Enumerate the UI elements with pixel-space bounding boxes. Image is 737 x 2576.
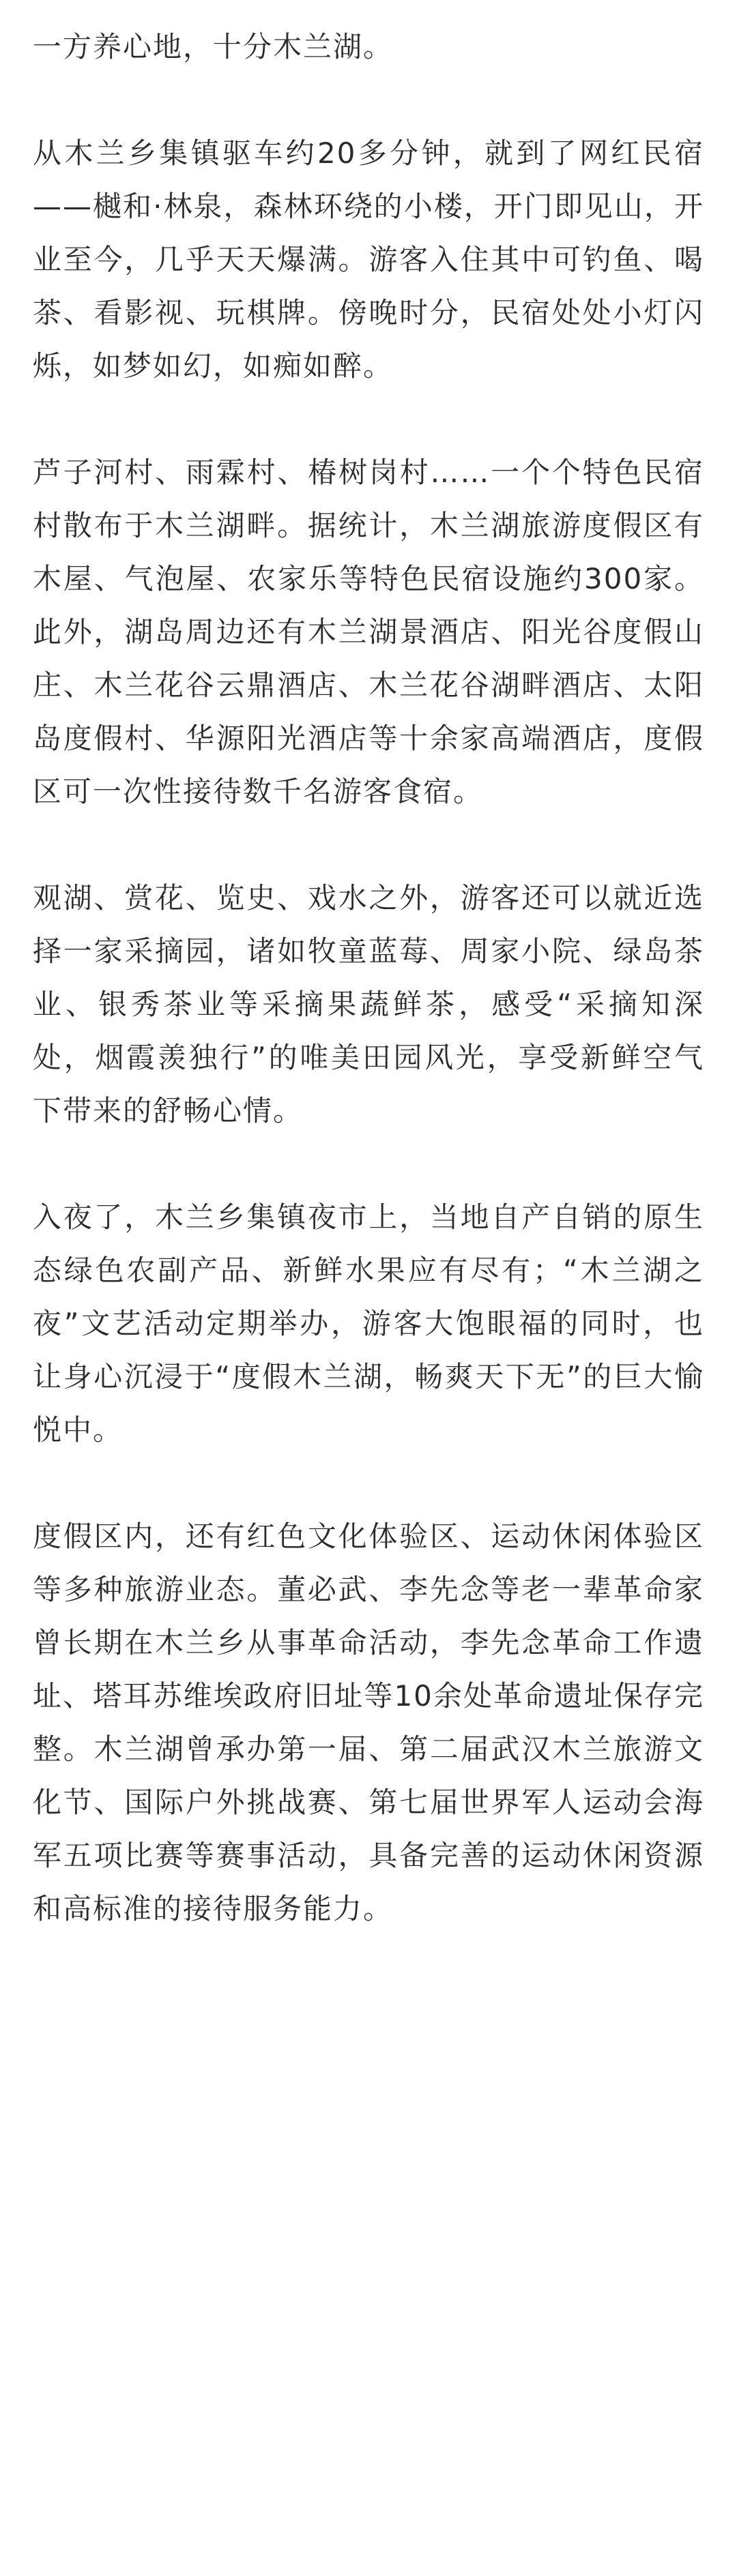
paragraph-homestay: 从木兰乡集镇驱车约20多分钟，就到了网红民宿——樾和·林泉，森林环绕的小楼，开门即见山，开业至今，几乎天天爆满。游客入住其中可钓鱼、喝茶、看影视、玩棋牌。傍晚时分，民宿处处小灯闪烁，如梦如幻，如痴如醉。 — [33, 136, 704, 383]
paragraph-night-market: 入夜了，木兰乡集镇夜市上，当地自产自销的原生态绿色农副产品、新鲜水果应有尽有；“木兰湖之夜”文艺活动定期举办，游客大饱眼福的同时，也让身心沉浸于“度假木兰湖，畅爽天下无”的巨大愉悦中。 — [33, 1200, 704, 1447]
paragraph-resort-zones: 度假区内，还有红色文化体验区、运动休闲体验区等多种旅游业态。董必武、李先念等老一辈革命家曾长期在木兰乡从事革命活动，李先念革命工作遗址、塔耳苏维埃政府旧址等10余处革命遗址保存完整。木兰湖曾承办第一届、第二届武汉木兰旅游文化节、国际户外挑战赛、第七届世界军人运动会海军五项比赛等赛事活动，具备完善的运动休闲资源和高标准的接待服务能力。 — [33, 1520, 704, 1925]
paragraph-intro: 一方养心地，十分木兰湖。 — [33, 30, 394, 63]
paragraph-villages: 芦子河村、雨霖村、椿树岗村……一个个特色民宿村散布于木兰湖畔。据统计，木兰湖旅游度假区有木屋、气泡屋、农家乐等特色民宿设施约300家。此外，湖岛周边还有木兰湖景酒店、阳光谷度假山庄、木兰花谷云鼎酒店、木兰花谷湖畔酒店、太阳岛度假村、华源阳光酒店等十余家高端酒店，度假区可一次性接待数千名游客食宿。 — [33, 456, 704, 808]
paragraph-picking: 观湖、赏花、览史、戏水之外，游客还可以就近选择一家采摘园，诸如牧童蓝莓、周家小院、绿岛茶业、银秀茶业等采摘果蔬鲜茶，感受“采摘知深处，烟霞羡独行”的唯美田园风光，享受新鲜空气下带来的舒畅心情。 — [33, 881, 704, 1127]
